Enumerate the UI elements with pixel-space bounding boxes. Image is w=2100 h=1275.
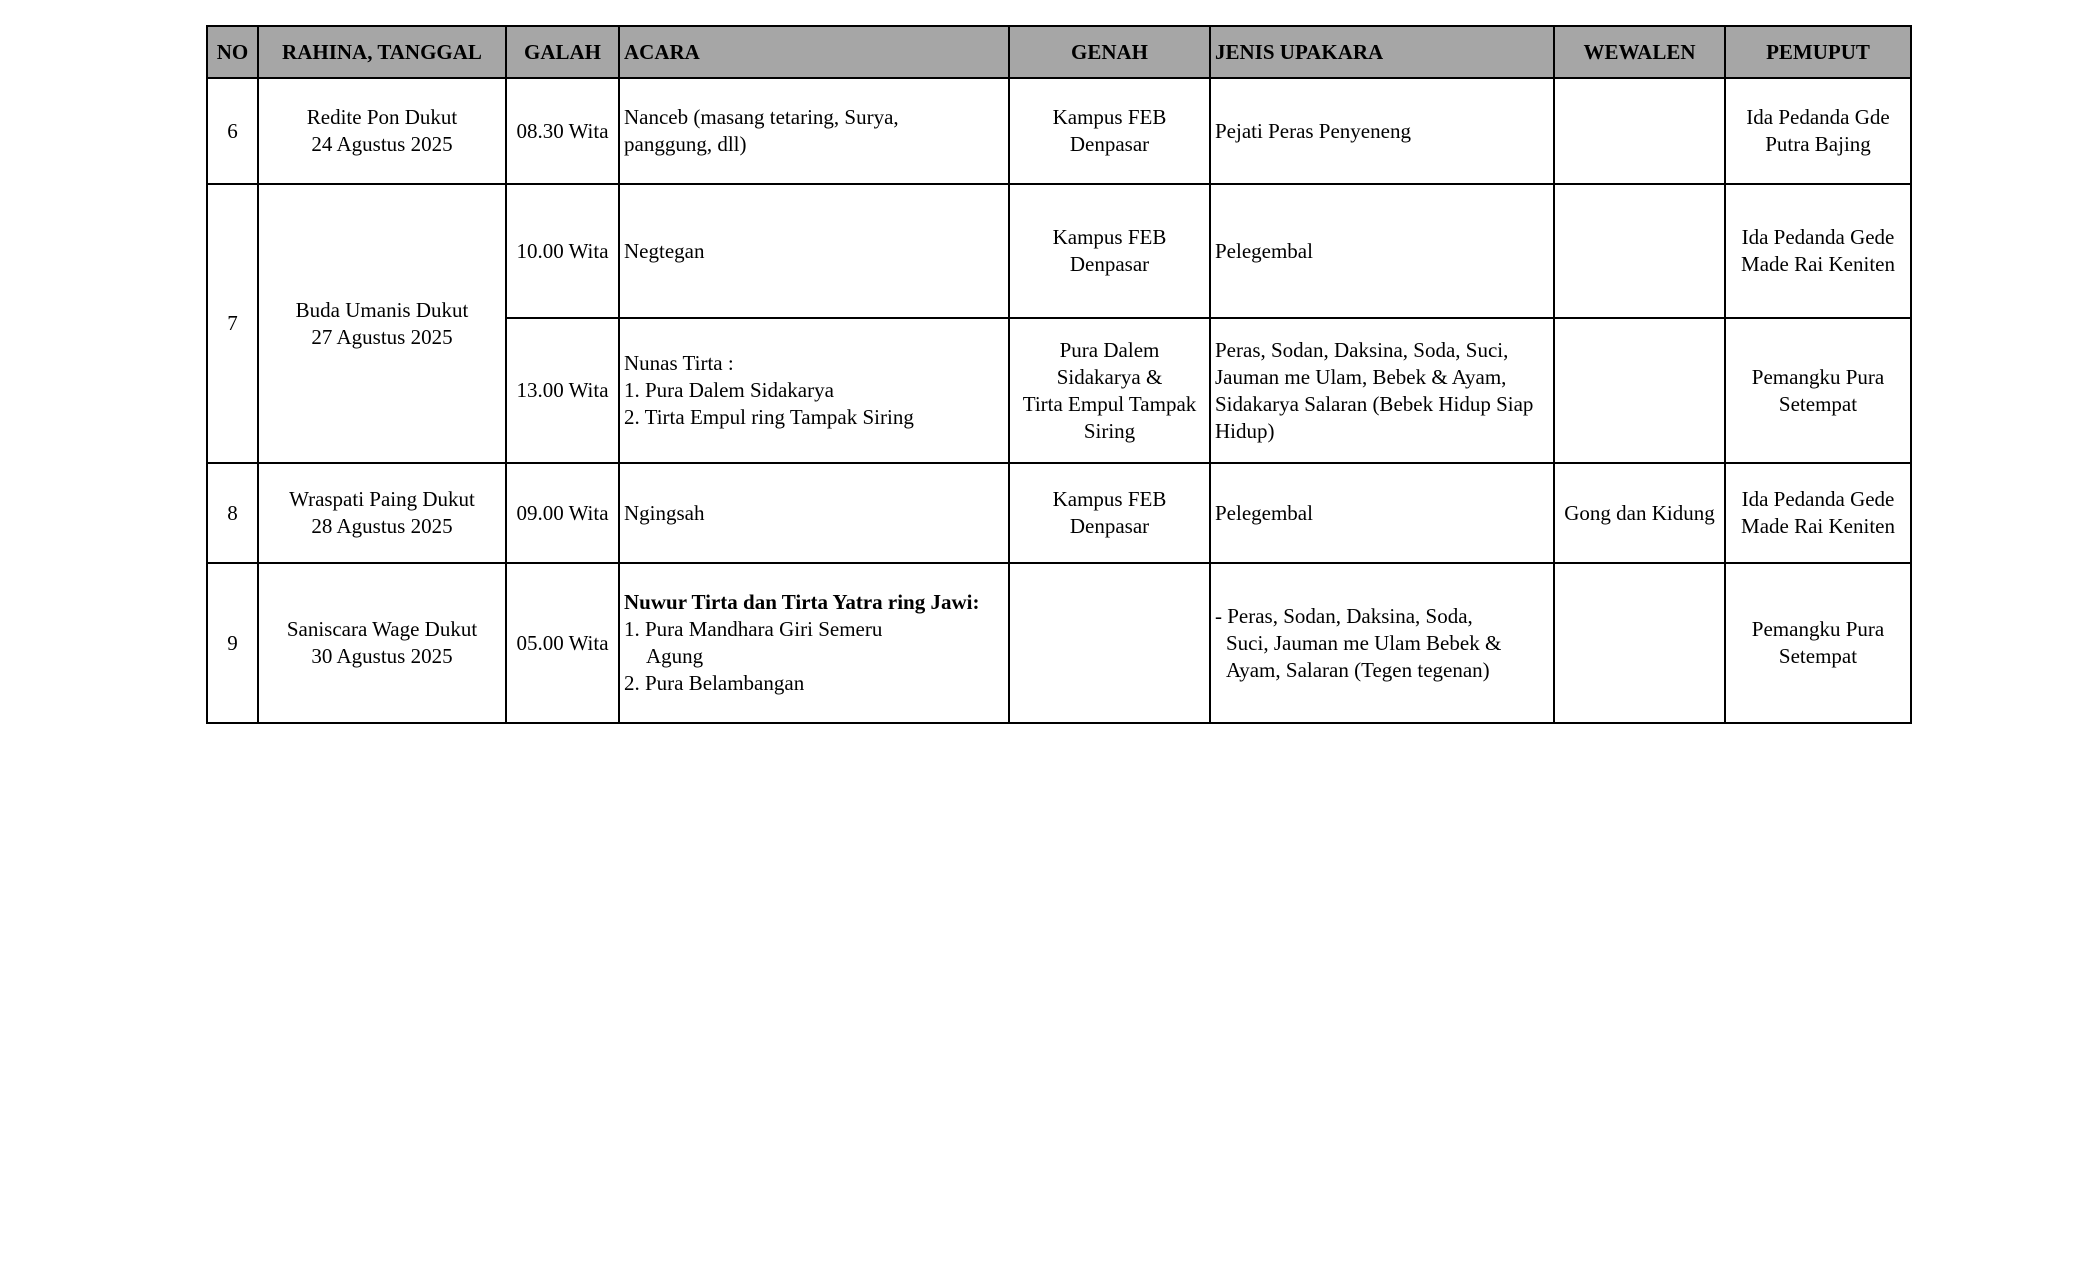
jenis-line: Pelegembal: [1215, 500, 1313, 525]
pemuput-line: Pemangku Pura: [1751, 364, 1885, 389]
header-genah: GENAH: [1009, 26, 1210, 78]
pemuput-line: Made Rai Keniten: [1741, 252, 1895, 276]
genah-line: Denpasar: [1069, 252, 1150, 276]
table-row: [207, 78, 1911, 184]
pemuput-line: Ida Pedanda Gde: [1746, 105, 1890, 129]
acara-line: panggung, dll): [624, 132, 747, 156]
pemuput-line: Made Rai Keniten: [1741, 514, 1895, 538]
tanggal-text: 27 Agustus 2025: [311, 324, 453, 349]
jenis-line: Ayam, Salaran (Tegen tegenan): [1226, 657, 1490, 682]
header-pemuput: PEMUPUT: [1725, 26, 1911, 78]
table-row: [207, 563, 1911, 723]
cell-pemuput: [1725, 563, 1911, 723]
cell-rahina-tanggal: [258, 463, 506, 563]
cell-no: 9: [207, 563, 258, 723]
cell-no: 7: [207, 184, 258, 463]
header-no: NO: [207, 26, 258, 78]
cell-rahina-tanggal: [258, 184, 506, 463]
cell-jenis-upakara: [1210, 184, 1554, 318]
cell-jenis-upakara: [1210, 318, 1554, 463]
cell-genah: [1009, 184, 1210, 318]
cell-galah: 10.00 Wita: [506, 184, 619, 318]
acara-line: Ngingsah: [624, 500, 705, 525]
cell-acara: [619, 78, 1009, 184]
cell-acara: [619, 563, 1009, 723]
rahina-text: Saniscara Wage Dukut: [286, 617, 478, 641]
header-galah: GALAH: [506, 26, 619, 78]
genah-line: Siring: [1083, 418, 1136, 443]
cell-no: 6: [207, 78, 258, 184]
acara-line: 2. Tirta Empul ring Tampak Siring: [624, 405, 914, 429]
jenis-line: Suci, Jauman me Ulam Bebek &: [1226, 630, 1502, 655]
genah-line: Kampus FEB: [1052, 225, 1167, 249]
acara-line: 1. Pura Dalem Sidakarya: [624, 378, 834, 402]
cell-genah: [1009, 463, 1210, 563]
cell-wewalen: Gong dan Kidung: [1554, 463, 1725, 563]
jenis-line: Jauman me Ulam, Bebek & Ayam,: [1215, 364, 1507, 389]
genah-line: Kampus FEB: [1052, 487, 1167, 511]
acara-line: Agung: [646, 644, 704, 668]
jenis-line: Peras, Sodan, Daksina, Soda, Suci,: [1215, 337, 1509, 362]
ceremony-schedule-table: [206, 25, 1912, 724]
cell-wewalen: [1554, 318, 1725, 463]
jenis-line: Pelegembal: [1215, 238, 1313, 263]
cell-pemuput: [1725, 463, 1911, 563]
jenis-line: Hidup): [1215, 418, 1275, 443]
cell-jenis-upakara: [1210, 78, 1554, 184]
acara-line: 2. Pura Belambangan: [624, 671, 805, 695]
genah-line: Tirta Empul Tampak: [1022, 391, 1197, 416]
cell-galah: 13.00 Wita: [506, 318, 619, 463]
cell-galah: 09.00 Wita: [506, 463, 619, 563]
genah-line: Sidakarya &: [1056, 364, 1163, 389]
header-jenis-upakara: JENIS UPAKARA: [1210, 26, 1554, 78]
cell-jenis-upakara: [1210, 463, 1554, 563]
genah-line: Pura Dalem: [1059, 337, 1160, 362]
cell-genah: [1009, 78, 1210, 184]
pemuput-line: Setempat: [1778, 644, 1858, 668]
cell-wewalen: [1554, 184, 1725, 318]
rahina-text: Wraspati Paing Dukut: [289, 487, 475, 511]
cell-acara: [619, 184, 1009, 318]
cell-acara: [619, 463, 1009, 563]
acara-line: Negtegan: [624, 238, 705, 263]
header-wewalen: WEWALEN: [1554, 26, 1725, 78]
pemuput-line: Ida Pedanda Gede: [1741, 487, 1895, 511]
acara-heading: Nuwur Tirta dan Tirta Yatra ring Jawi:: [624, 590, 980, 614]
header-row: [207, 26, 1911, 78]
cell-wewalen: [1554, 78, 1725, 184]
cell-galah: 05.00 Wita: [506, 563, 619, 723]
tanggal-text: 30 Agustus 2025: [311, 644, 453, 668]
rahina-text: Redite Pon Dukut: [306, 105, 458, 129]
cell-no: 8: [207, 463, 258, 563]
cell-rahina-tanggal: [258, 78, 506, 184]
cell-rahina-tanggal: [258, 563, 506, 723]
cell-acara: [619, 318, 1009, 463]
jenis-line: Pejati Peras Penyeneng: [1215, 118, 1411, 143]
table-row: [207, 463, 1911, 563]
acara-line: Nunas Tirta :: [624, 351, 734, 375]
pemuput-line: Ida Pedanda Gede: [1741, 225, 1895, 249]
genah-line: Kampus FEB: [1052, 105, 1167, 129]
cell-genah: [1009, 318, 1210, 463]
cell-galah: 08.30 Wita: [506, 78, 619, 184]
acara-line: Nanceb (masang tetaring, Surya,: [624, 105, 899, 129]
tanggal-text: 24 Agustus 2025: [311, 132, 453, 156]
pemuput-line: Pemangku Pura: [1751, 617, 1885, 641]
header-rahina-tanggal: RAHINA, TANGGAL: [258, 26, 506, 78]
cell-wewalen: [1554, 563, 1725, 723]
table-row: [207, 184, 1911, 318]
header-acara: ACARA: [619, 26, 1009, 78]
cell-pemuput: [1725, 184, 1911, 318]
pemuput-line: Putra Bajing: [1765, 132, 1871, 156]
pemuput-line: Setempat: [1778, 391, 1858, 416]
cell-pemuput: [1725, 78, 1911, 184]
cell-jenis-upakara: [1210, 563, 1554, 723]
jenis-line: - Peras, Sodan, Daksina, Soda,: [1215, 603, 1473, 628]
genah-line: Denpasar: [1069, 514, 1150, 538]
cell-pemuput: [1725, 318, 1911, 463]
jenis-line: Sidakarya Salaran (Bebek Hidup Siap: [1215, 391, 1534, 416]
tanggal-text: 28 Agustus 2025: [311, 514, 453, 538]
cell-genah: [1009, 563, 1210, 723]
acara-line: 1. Pura Mandhara Giri Semeru: [624, 617, 883, 641]
genah-line: Denpasar: [1069, 132, 1150, 156]
rahina-text: Buda Umanis Dukut: [295, 297, 469, 322]
